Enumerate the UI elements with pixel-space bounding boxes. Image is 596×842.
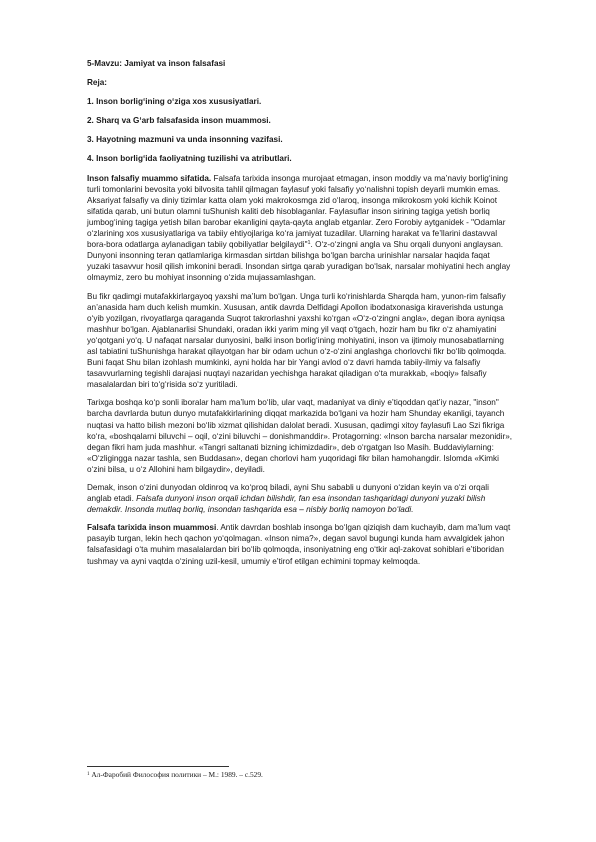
paragraph-1 — [87, 173, 513, 284]
paragraph-3: Tarixga boshqa ko‘p sonli iboralar ham ma’lum bo‘lib, ular vaqt, madaniyat va diniy e’tiqoddan qat’iy nazar, "inson" barcha davrlarda butun dunyo mutafakkirlarining diqqat markazida bo‘lgani va hozir ham Shunday ekanligi, tayanch nuqtasi va hatto bilish mezoni bo‘lib xizmat qilishidan dalolat beradi. Xususan, qadimgi xitoy faylasufi Lao Szi fikriga ko‘ra, «boshqalarni biluvchi – oqil, o‘zini biluvchi – donishmanddir». Protagorning: «Inson barcha narsalar mezonidir», degan fikri ham juda mashhur. «Tangri saltanati bizning ichimizdadir», deb o‘rgatgan Iso Masih. Buddaviylarning: «O‘zligingga nazar tashla, sen Buddasan», degan chorlovi ham yuqoridagi fikr bilan hamohangdir. Islomda «Kimki o‘zini bilsa, u o‘z Allohini ham bilgaydir», deyiladi. — [87, 398, 513, 474]
paragraph-text: Falsafa tarixida insonga murojaat etmagan, inson moddiy va ma’naviy borlig‘ining turli tomonlarini bevosita yoki bilvosita tahlil qilmagan faylasuf yoki falsafiy yo‘nalishni topish deyarli mumkin emas. Aksariyat falsafiy va diniy tizimlar katta olam yoki makrokosmga zid o‘laroq, insonga mikrokosm yoki kichik Koinot sifatida qarab, uni butun olamni tuShunish kaliti deb hisoblaganlar. Faylasuflar inson sirining tagiga yetish borliq jumbog‘ining tagiga yetish bilan barobar ekanligini qayta-qayta anglab etganlar. Zero Forobiy aytganidek - "Odamlar o‘zlarining xos xususiyatlariga va tabiiy ehtiyojlariga ko‘ra jamiyat tuzadilar. Ularning harakat va fe’llarini dastavval bora-bora odatlarga aylanadigan tabiiy qobiliyatlar belgilaydi" — [87, 173, 508, 250]
page-title: 5-Mavzu: Jamiyat va inson falsafasi — [87, 59, 226, 68]
plan-item: 4. Inson borlig‘ida faoliyatning tuzilishi va atributlari. — [87, 154, 292, 164]
footnote-divider — [87, 766, 229, 767]
plan-item: 2. Sharq va G‘arb falsafasida inson muammosi. — [87, 116, 271, 126]
document-body — [87, 58, 513, 574]
paragraph-text: Demak, inson o‘zini dunyodan oldinroq va ko‘proq biladi, ayni Shu sababli u dunyoni o‘zidan keyin va o‘zi orqali anglab etadi. — [87, 483, 489, 504]
paragraph-2: Bu fikr qadimgi mutafakkirlargayoq yaxshi ma’lum bo‘lgan. Unga turli ko‘rinishlarda Sharqda ham, yunon-rim falsafiy an’anasida ham duch kelish mumkin. Xususan, antik davrda Delfidagi Apollon ibodatxonasiga kiraverishda ustunga o‘yib yozilgan, rivoyatlarga qaraganda Suqrot takrorlashni yaxshi ko‘rgan «O‘z-o‘zingni angla», degan ibora ayniqsa mashhur bo‘lgan. Ajablanarlisi Shundaki, oradan ikki yarim ming yil vaqt o‘tgach, hozir ham bu fikr o‘z ahamiyatini yo‘qotgani yo‘q. U nafaqat narsalar dunyosini, balki inson borlig‘ining mohiyatini, inson va ijtimoiy munosabatlarning asl tabiatini tuShunishga harakat qilayotgan har bir odam uchun o‘z-o‘zini anglashga chorlovchi fikr bo‘lib qolmoqda. Buni faqat Shu bilan izohlash mumkinki, ayni holda har bir Yangi avlod o‘z davri hamda tabiiy-ilmiy va falsafiy tasavvurlarning tegishli darajasi nuqtayi nazaridan yechishga harakat qiladigan o‘ta murakkab, «boqiy» falsafiy masalalardan biri to‘g‘risida so‘z yuritiladi. — [87, 291, 507, 390]
paragraph-5 — [87, 522, 513, 566]
paragraph-text: . O‘z-o‘zingni angla va Shu orqali dunyoni anglaysan. Dunyoni insonning teran qatlamlariga kirmasdan sirtdan bilishga bo‘lgan barcha urinishlar narsalar haqida faqat yuzaki tasavvur hosil qilish imkonini beradi. Insondan sirtga qarab yuradigan bo‘lsak, narsalar mohiyatini hech anglay olmaymiz, zero bu mohiyat insonning o‘zida mujassamlashgan. — [87, 240, 511, 283]
plan-label: Reja: — [87, 78, 108, 88]
section-lead: Inson falsafiy muammo sifatida. — [87, 173, 212, 183]
section-lead: Falsafa tarixida inson muammosi — [87, 523, 217, 533]
plan-item: 3. Hayotning mazmuni va unda insonning vazifasi. — [87, 135, 283, 145]
italic-statement: Falsafa dunyoni inson orqali ichdan bilishdir, fan esa insondan tashqaridagi dunyoni yuzaki bilish demakdir. Insonda mutlaq borliq, insondan tashqarida esa – nisbiy borliq namoyon bo‘ladi. — [87, 494, 486, 515]
footnote-mark: 1 — [87, 772, 90, 777]
plan-item: 1. Inson borlig‘ining o‘ziga xos xususiyatlari. — [87, 97, 262, 107]
paragraph-text: . Antik davrdan boshlab insonga bo‘lgan qiziqish dam kuchayib, dam ma’lum vaqt pasayib turgan, lekin hech qachon yo‘qolmagan. «Inson nima?», degan savol bugungi kunda ham avvalgidek jahon falsafasidagi o‘ta muhim masalalardan biri bo‘lib qolmoqda, insoniyatning eng o‘tkir aql-zakovat sohiblari e’tiboridan tushmay va ayni vaqtda o‘zining uzil-kesil, umumiy e’tirof etilgan echimini topmay kelmoqda. — [87, 523, 511, 566]
paragraph-4 — [87, 482, 513, 515]
footnote-reference[interactable]: 1 — [307, 240, 311, 247]
footnote — [87, 770, 513, 779]
footnote-text: Ал-Фаробий Философия политики – М.: 1989. – с.529. — [89, 770, 263, 779]
